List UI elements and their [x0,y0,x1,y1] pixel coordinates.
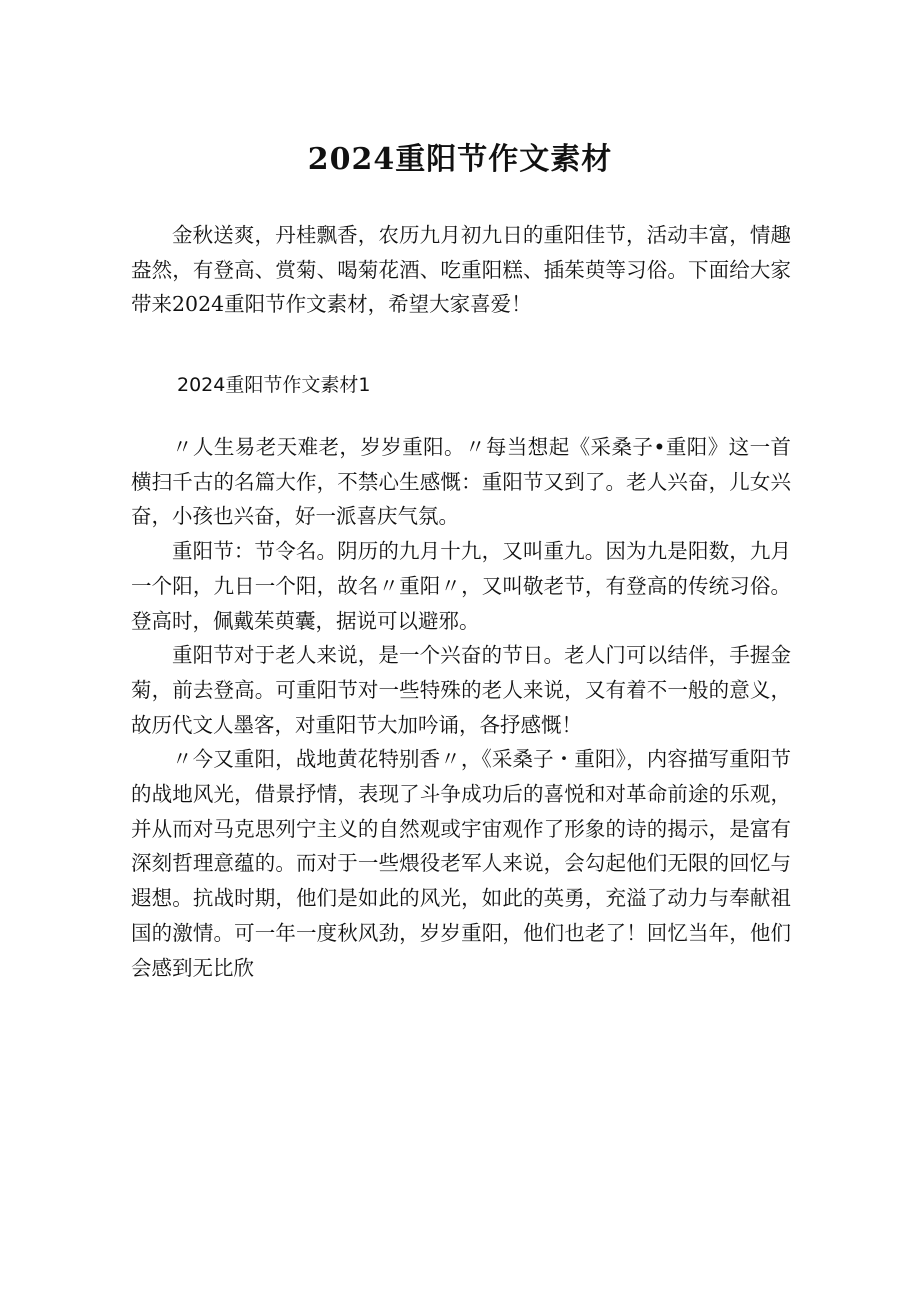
body-paragraph-3: 重阳节对于老人来说，是一个兴奋的节日。老人门可以结伴，手握金菊，前去登高。可重阳节对一些特殊的老人来说，又有着不一般的意义，故历代文人墨客，对重阳节大加吟诵，各抒感慨！ [131,643,791,737]
body-paragraph-4: 〃今又重阳，战地黄花特别香〃，《采桑子・重阳》，内容描写重阳节的战地风光，借景抒情，表现了斗争成功后的喜悦和对革命前途的乐观，并从而对马克思列宁主义的自然观或宇宙观作了形象的诗的揭示，是富有深刻哲理意蕴的。而对于一些煨役老军人来说，会勾起他们无限的回忆与遐想。抗战时期，他们是如此的风光，如此的英勇，充溢了动力与奉献祖国的激情。可一年一度秋风劲，岁岁重阳，他们也老了！回忆当年，他们会感到无比欣 [131,747,791,980]
body-paragraph-1: 〃人生易老天难老，岁岁重阳。〃每当想起《采桑子•重阳》这一首横扫千古的名篇大作，不禁心生感慨：重阳节又到了。老人兴奋，儿女兴奋，小孩也兴奋，好一派喜庆气氛。 [131,435,791,529]
document-title: 2024重阳节作文素材 [307,142,613,177]
intro-section [131,218,791,322]
main-body [131,430,791,985]
intro-paragraph: 金秋送爽，丹桂飘香，农历九月初九日的重阳佳节，活动丰富，情趣盎然，有登高、赏菊、喝菊花酒、吃重阳糕、插茱萸等习俗。下面给大家带来2024重阳节作文素材，希望大家喜爱！ [131,223,791,317]
body-paragraph-2: 重阳节：节令名。阴历的九月十九，又叫重九。因为九是阳数，九月一个阳，九日一个阳，故名〃重阳〃，又叫敬老节，有登高的传统习俗。登高时，佩戴茱萸囊，据说可以避邪。 [131,539,791,633]
section-heading: 2024重阳节作文素材1 [177,374,371,396]
